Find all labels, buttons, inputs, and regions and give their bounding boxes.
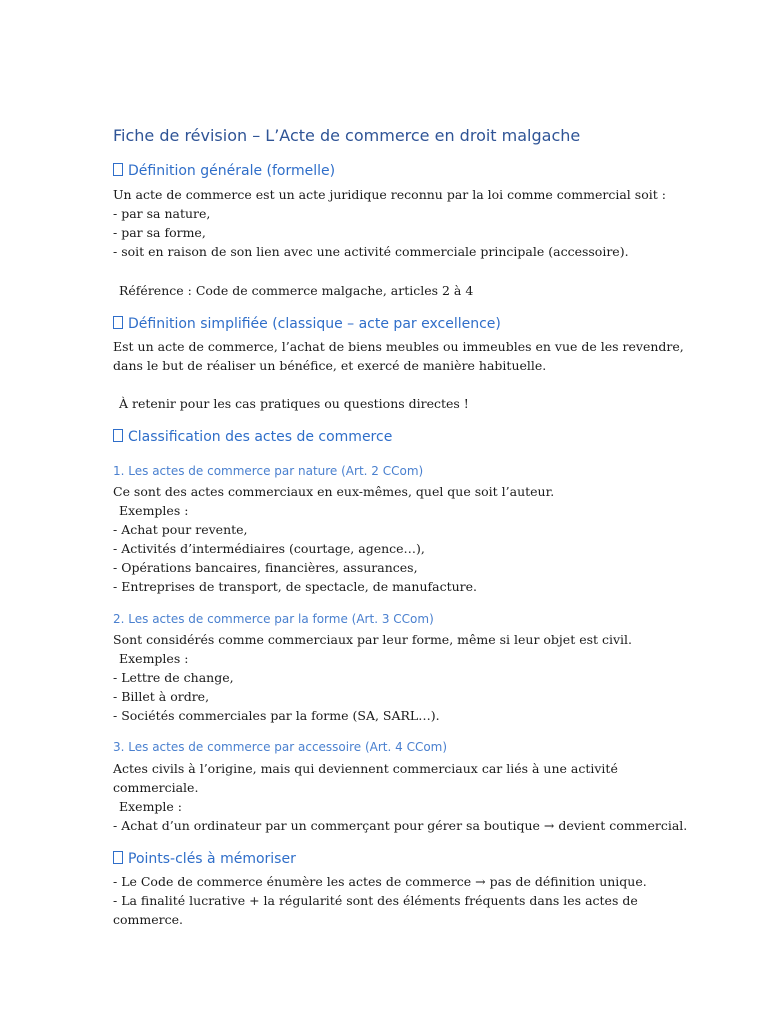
text-line: - par sa forme, [113, 225, 206, 240]
text-line: - Billet à ordre, [113, 689, 210, 704]
section-heading-classification: Classification des actes de commerce [113, 429, 392, 445]
missing-glyph-icon [113, 316, 123, 329]
text-line: - Entreprises de transport, de spectacle, de manufacture. [113, 579, 477, 594]
document-title: Fiche de révision – L’Acte de commerce en droit malgache [113, 126, 581, 145]
text-line: - Lettre de change, [113, 670, 234, 685]
text-line: - soit en raison de son lien avec une activité commerciale principale (accessoire). [113, 244, 629, 259]
text-line: Exemples : [119, 503, 189, 518]
text-line: Est un acte de commerce, l’achat de biens meubles ou immeubles en vue de les revendre, [113, 339, 684, 354]
subsection-heading-nature: 1. Les actes de commerce par nature (Art. 2 CCom) [113, 464, 424, 478]
text-line: Ce sont des actes commerciaux en eux-mêmes, quel que soit l’auteur. [113, 484, 555, 499]
text-line: Exemple : [119, 799, 183, 814]
reference-note: Référence : Code de commerce malgache, articles 2 à 4 [119, 283, 474, 298]
text-line: Sont considérés comme commerciaux par leur forme, même si leur objet est civil. [113, 632, 633, 647]
text-line: dans le but de réaliser un bénéfice, et exercé de manière habituelle. [113, 358, 547, 373]
text-line: - Achat d’un ordinateur par un commerçant pour gérer sa boutique → devient commercial. [113, 818, 688, 833]
section-body-definition-simplifiee [113, 337, 684, 375]
text-line: commerciale. [113, 780, 199, 795]
text-line: - Achat pour revente, [113, 522, 248, 537]
text-line: - Le Code de commerce énumère les actes de commerce → pas de définition unique. [113, 874, 647, 889]
text-line: Exemples : [119, 651, 189, 666]
missing-glyph-icon [113, 163, 123, 176]
section-heading-points-cles: Points-clés à mémoriser [113, 851, 296, 867]
section-heading-definition-generale: Définition générale (formelle) [113, 163, 335, 179]
subsection-body-nature [113, 482, 554, 596]
retenir-note: À retenir pour les cas pratiques ou questions directes ! [119, 396, 469, 411]
text-line: Un acte de commerce est un acte juridique reconnu par la loi comme commercial soit : [113, 187, 666, 202]
text-line: - Sociétés commerciales par la forme (SA, SARL…). [113, 708, 440, 723]
text-line: - Activités d’intermédiaires (courtage, agence…), [113, 541, 425, 556]
section-body-definition-generale [113, 185, 666, 261]
text-line: commerce. [113, 912, 183, 927]
section-heading-definition-simplifiee: Définition simplifiée (classique – acte par excellence) [113, 316, 501, 332]
subsection-body-forme [113, 630, 632, 725]
missing-glyph-icon [113, 851, 123, 864]
text-line: - La finalité lucrative + la régularité sont des éléments fréquents dans les actes de [113, 893, 638, 908]
subsection-heading-accessoire: 3. Les actes de commerce par accessoire (Art. 4 CCom) [113, 740, 448, 754]
missing-glyph-icon [113, 429, 123, 442]
text-line: Actes civils à l’origine, mais qui deviennent commerciaux car liés à une activité [113, 761, 618, 776]
subsection-heading-forme: 2. Les actes de commerce par la forme (Art. 3 CCom) [113, 612, 434, 626]
section-body-points-cles [113, 872, 647, 929]
text-line: - par sa nature, [113, 206, 211, 221]
subsection-body-accessoire [113, 759, 687, 835]
text-line: - Opérations bancaires, financières, assurances, [113, 560, 418, 575]
